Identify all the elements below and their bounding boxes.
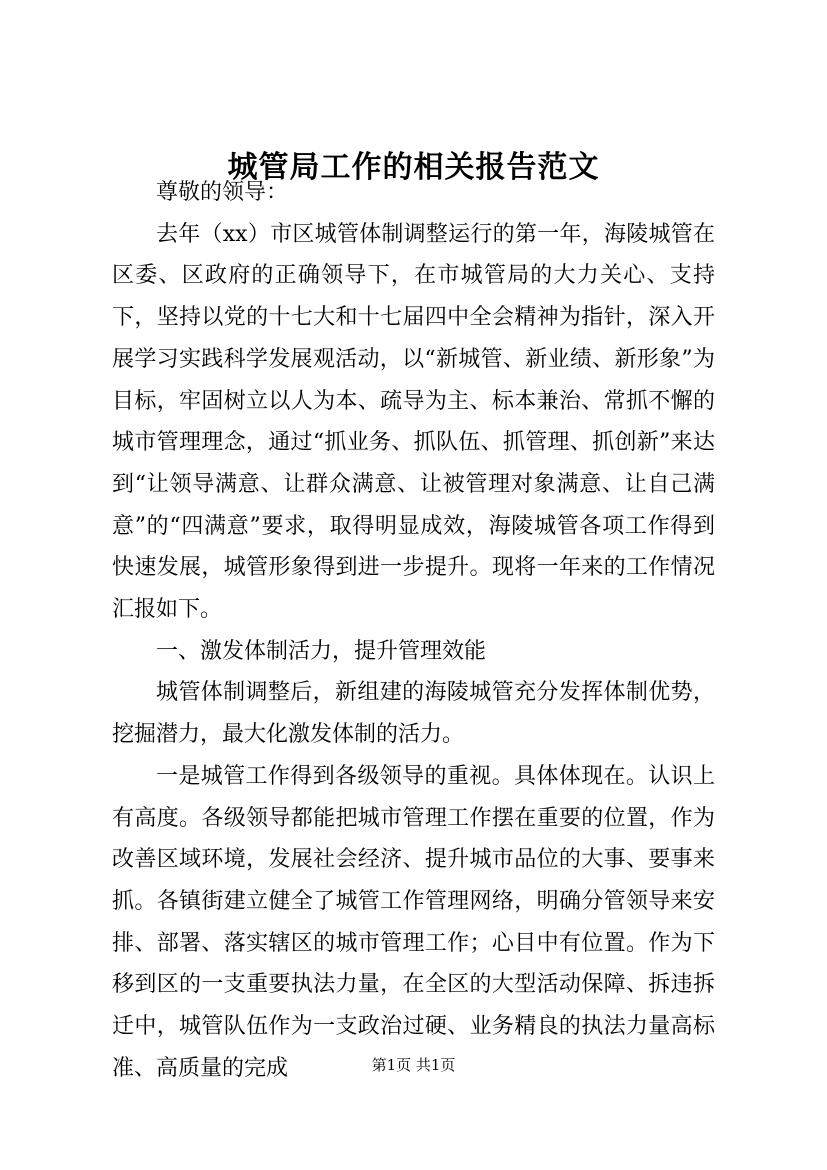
document-title: 城管局工作的相关报告范文 [227,150,600,185]
page-footer: 第1页 共1页 [371,1056,456,1074]
paragraph-salutation: 尊敬的领导： [156,180,289,205]
paragraph-section-intro: 城管体制调整后，新组建的海陵城管充分发挥体制优势，挖掘潜力，最大化激发体制的活力。 [112,680,715,748]
document-body [112,172,715,1089]
paragraph-intro: 去年（xx）市区城管体制调整运行的第一年，海陵城管在区委、区政府的正确领导下，在市城管局的大力关心、支持下，坚持以党的十七大和十七届四中全会精神为指针，深入开展学习实践科学发展观活动，以“新城管、新业绩、新形象”为目标，牢固树立以人为本、疏导为主、标本兼治、常抓不懈的城市管理理念，通过“抓业务、抓队伍、抓管理、抓创新”来达到“让领导满意、让群众满意、让被管理对象满意、让自己满意”的“四满意”要求，取得明显成效，海陵城管各项工作得到快速发展，城管形象得到进一步提升。现将一年来的工作情况汇报如下。 [112,221,715,623]
section-heading: 一、激发体制活力，提升管理效能 [156,638,487,664]
paragraph-point-one: 一是城管工作得到各级领导的重视。具体体现在。认识上有高度。各级领导都能把城市管理工作摆在重要的位置，作为改善区域环境，发展社会经济、提升城市品位的大事、要事来抓。各镇街建立健全了城管工作管理网络，明确分管领导来安排、部署、落实辖区的城市管理工作；心目中有位置。作为下移到区的一支重要执法力量，在全区的大型活动保障、拆违拆迁中，城管队伍作为一支政治过硬、业务精良的执法力量高标准、高质量的完成 [112,763,715,1081]
